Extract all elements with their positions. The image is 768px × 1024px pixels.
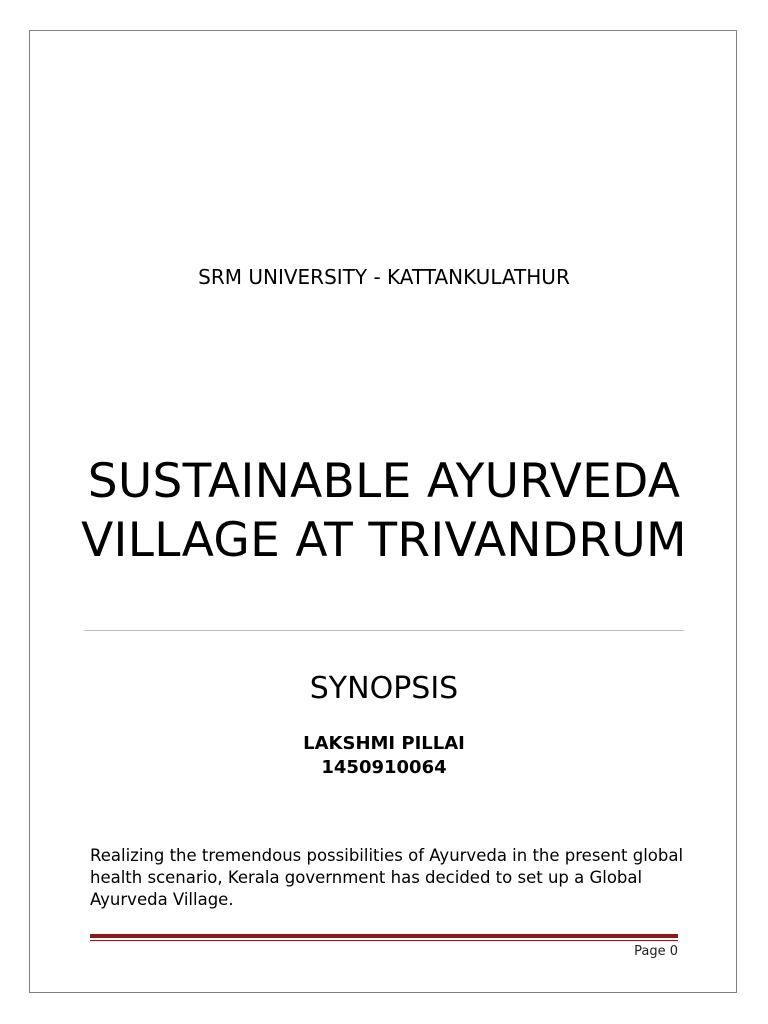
- footer-rule: [90, 934, 678, 938]
- title-divider: [84, 630, 684, 631]
- document-subtitle: SYNOPSIS: [309, 671, 459, 706]
- intro-paragraph: Realizing the tremendous possibilities of Ayurveda in the present global health scenario, Kerala government has decided to set up a Global Ayurveda Village.: [90, 846, 684, 909]
- document-title: SUSTAINABLE AYURVEDA VILLAGE AT TRIVANDRUM: [81, 454, 687, 568]
- university-name: SRM UNIVERSITY - KATTANKULATHUR: [198, 265, 570, 289]
- roll-number: 1450910064: [321, 757, 447, 778]
- page-number: Page 0: [634, 944, 678, 959]
- footer-rule-thin: [90, 940, 678, 941]
- author-name: LAKSHMI PILLAI: [303, 733, 465, 754]
